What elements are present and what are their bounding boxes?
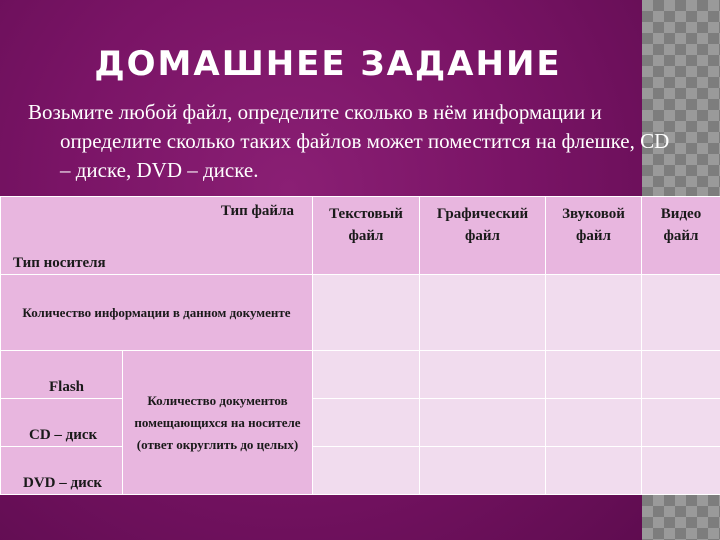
media-flash: Flash [1,351,123,399]
info-cell-audio[interactable] [546,275,642,351]
info-cell-text[interactable] [313,275,420,351]
slide-title: ДОМАШНЕЕ ЗАДАНИЕ [94,44,562,84]
info-cell-video[interactable] [642,275,720,351]
column-header-video-file: Видео файл [642,197,720,275]
dvd-cell-audio[interactable] [546,447,642,495]
cd-cell-video[interactable] [642,399,720,447]
info-row [1,275,720,351]
column-header-graphic-file: Графический файл [420,197,546,275]
flash-cell-text[interactable] [313,351,420,399]
task-text: Возьмите любой файл, определите сколько в нём информации и определите сколько таких файлов может поместится на флешке, CD – диске, DVD – диске. [28,100,670,182]
media-cd: CD – диск [1,399,123,447]
file-type-label: Тип файла [220,203,294,219]
flash-cell-graphic[interactable] [420,351,546,399]
cd-cell-text[interactable] [313,399,420,447]
info-cell-graphic[interactable] [420,275,546,351]
dvd-cell-graphic[interactable] [420,447,546,495]
flash-cell-audio[interactable] [546,351,642,399]
column-header-text-file: Текстовый файл [313,197,420,275]
header-row [1,197,720,275]
count-label: Количество документов помещающихся на носителе (ответ округлить до целых) [123,351,313,495]
media-type-label: Тип носителя [13,255,106,271]
cd-cell-audio[interactable] [546,399,642,447]
cd-row [1,399,720,447]
corner-header-cell [1,197,313,275]
media-dvd: DVD – диск [1,447,123,495]
cd-cell-graphic[interactable] [420,399,546,447]
info-row-label: Количество информации в данном документе [1,275,313,351]
column-header-audio-file: Звуковой файл [546,197,642,275]
dvd-cell-text[interactable] [313,447,420,495]
dvd-row [1,447,720,495]
homework-table [0,196,720,495]
flash-cell-video[interactable] [642,351,720,399]
flash-row [1,351,720,399]
dvd-cell-video[interactable] [642,447,720,495]
